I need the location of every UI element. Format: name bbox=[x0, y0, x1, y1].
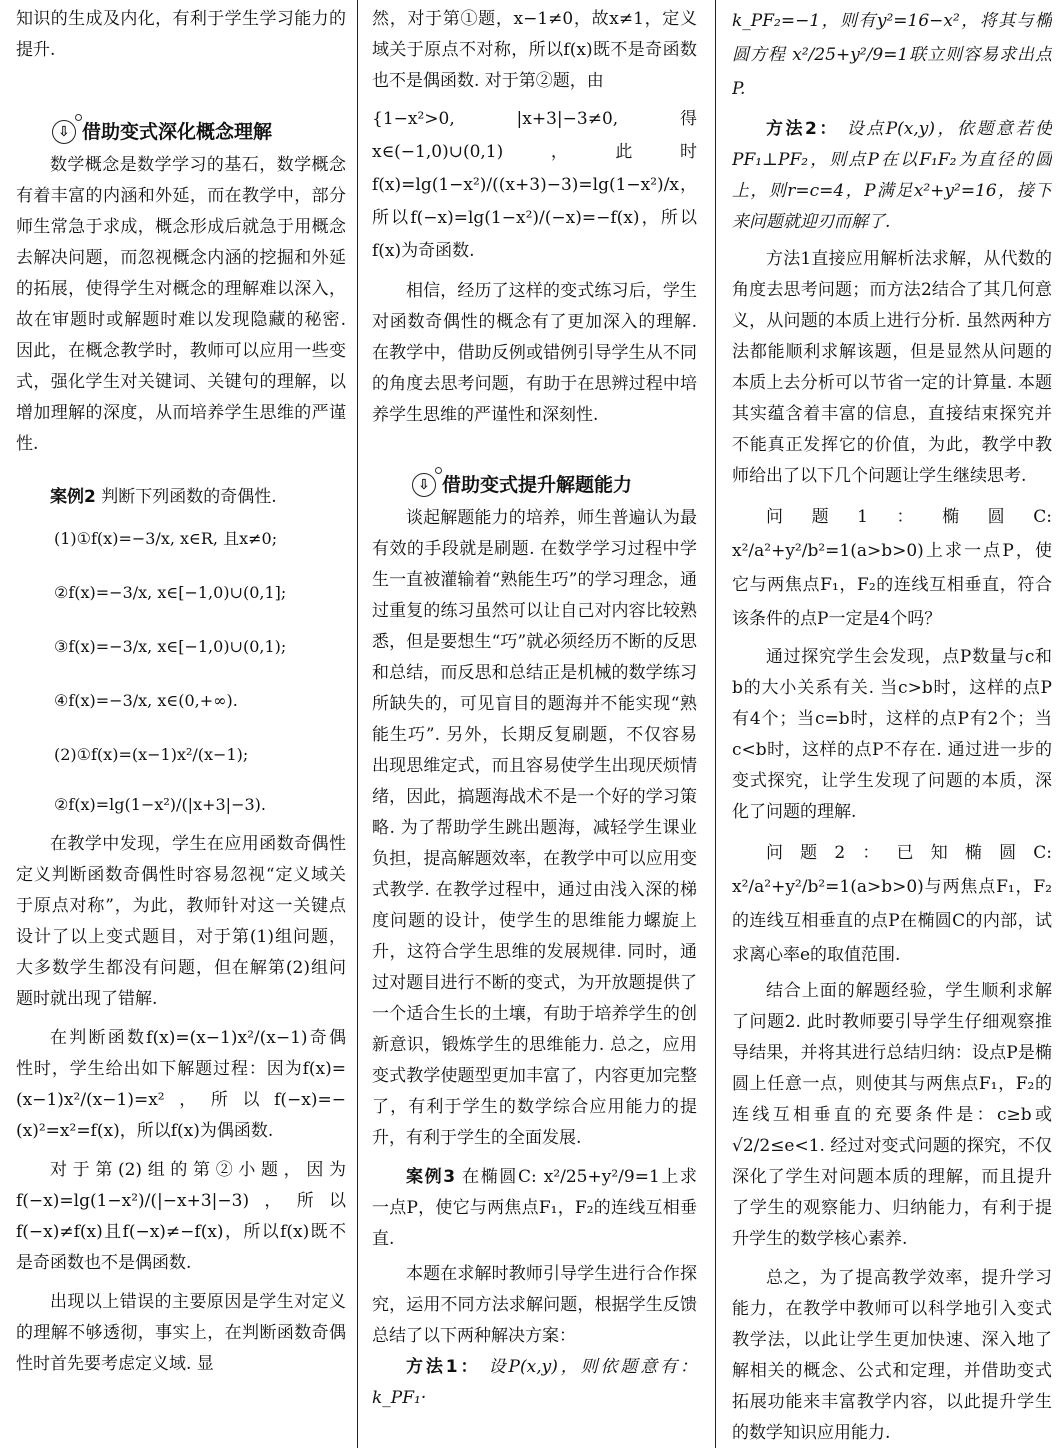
paragraph: 在教学中发现，学生在应用函数奇偶性定义判断函数奇偶性时容易忽视“定义域关于原点对称”，为此，教师针对这一关键点设计了以上变式题目，对于第(1)组问题，大多数学生都没有问题，但在解第(2)组问题时就出现了错解. bbox=[16, 834, 346, 1009]
down-arrow-circle-icon: ⇩ bbox=[52, 120, 76, 144]
paragraph: 数学概念是数学学习的基石，数学概念有着丰富的内涵和外延，而在教学中，部分师生常急于求成，概念形成后就急于用概念去解决问题，而忽视概念内涵的挖掘和外延的拓展，使得学生对概念的理解难以深入，故在审题时或解题时难以发现隐藏的秘密. 因此，在概念教学时，教师可以应用一些变式，强化学生对关键词、关键句的理解，以增加理解的深度，从而培养学生思维的严谨性. bbox=[16, 155, 346, 454]
section-heading-text: 借助变式深化概念理解 bbox=[82, 121, 273, 143]
paragraph: 相信，经历了这样的变式练习后，学生对函数奇偶性的概念有了更加深入的理解. 在教学中，借助反例或错例引导学生从不同的角度去思考问题，有助于在思辨过程中培养学生思维的严谨性和深刻性. bbox=[372, 281, 697, 425]
case-label: 案例2 bbox=[50, 487, 96, 507]
column-divider bbox=[357, 0, 358, 1448]
column-1 bbox=[16, 4, 346, 1448]
formula-line: (1)①f(x)=−3/x, x∈R, 且x≠0; bbox=[54, 529, 278, 548]
column-divider bbox=[715, 0, 716, 1448]
section-heading bbox=[52, 118, 346, 146]
formula-line: (2)①f(x)=(x−1)x²/(x−1); bbox=[54, 745, 249, 764]
case-title bbox=[16, 482, 346, 513]
paragraph: 出现以上错误的主要原因是学生对定义的理解不够透彻，事实上，在判断函数奇偶性时首先要考虑定义域. 显 bbox=[16, 1292, 346, 1374]
section-heading bbox=[412, 471, 697, 499]
paragraph: 方法1直接应用解析法求解，从代数的角度去思考问题；而方法2结合了其几何意义，从问题的本质上进行分析. 虽然两种方法都能顺利求解该题，但是显然从问题的本质上去分析可以节省一定的计算量. 本题其实蕴含着丰富的信息，直接结束探究并不能真正发挥它的价值，为此，教学中教师给出了以下几个问题让学生继续思考. bbox=[732, 249, 1052, 486]
paragraph: 然，对于第①题，x−1≠0，故x≠1，定义域关于原点不对称，所以f(x)既不是奇函数也不是偶函数. 对于第②题，由 bbox=[372, 9, 697, 91]
paragraph: 本题在求解时教师引导学生进行合作探究，运用不同方法求解问题，根据学生反馈总结了以下两种解决方案： bbox=[372, 1264, 697, 1346]
paragraph: 谈起解题能力的培养，师生普遍认为最有效的手段就是刷题. 在数学学习过程中学生一直被灌输着“熟能生巧”的学习理念，通过重复的练习虽然可以让自己对内容比较熟悉，但是要想生“巧”就必须经历不断的反思和总结，而反思和总结正是机械的数学练习所缺失的，可见盲目的题海并不能实现“熟能生巧”. 另外，长期反复刷题，不仅容易出现思维定式，而且容易使学生出现厌烦情绪，因此，搞题海战术不是一个好的学习策略. 为了帮助学生跳出题海，减轻学生课业负担，提高解题效率，在教学中可以应用变式教学. 在教学过程中，通过由浅入深的梯度问题的设计，使学生的思维能力螺旋上升，这符合学生思维的发展规律. 同时，通过对题目进行不断的变式，为开放题提供了一个适合生长的土壤，有助于培养学生的创新意识，锻炼学生的思维能力. 总之，应用变式教学使题型更加丰富了，内容更加完整了，有利于学生的数学综合应用能力的提升，有利于学生的全面发展. bbox=[372, 508, 697, 1148]
down-arrow-circle-icon: ⇩ bbox=[412, 473, 436, 497]
method-1 bbox=[372, 1352, 697, 1414]
column-2 bbox=[372, 4, 697, 1448]
paragraph: k_PF₂=−1，则有y²=16−x²，将其与椭圆方程 x²/25+y²/9=1联立则容易求出点P. bbox=[732, 11, 1052, 99]
formula-line: ③f(x)=−3/x, x∈[−1,0)∪(0,1); bbox=[54, 637, 287, 656]
paragraph: 在判断函数f(x)=(x−1)x²/(x−1)奇偶性时，学生给出如下解题过程：因为f(x)=(x−1)x²/(x−1)=x²，所以f(−x)=−(x)²=x²=f(x)，所以f(x)为偶函数. bbox=[16, 1028, 346, 1141]
method-2 bbox=[732, 114, 1052, 238]
method-text: 设P(x,y)，则依题意有：k_PF₁· bbox=[372, 1357, 697, 1408]
paragraph: 通过探究学生会发现，点P数量与c和b的大小关系有关. 当c>b时，这样的点P有4个；当c=b时，这样的点P有2个；当c<b时，这样的点P不存在. 通过进一步的变式探究，让学生发现了问题的本质，深化了问题的理解. bbox=[732, 647, 1052, 822]
paragraph: 知识的生成及内化，有利于学生学习能力的提升. bbox=[16, 9, 346, 60]
case-label: 案例3 bbox=[406, 1167, 456, 1187]
case-text: 在椭圆C: x²/25+y²/9=1上求一点P，使它与两焦点F₁，F₂的连线互相垂直. bbox=[372, 1167, 697, 1249]
paragraph: 对于第(2)组的第②小题，因为f(−x)=lg(1−x²)/(|−x+3|−3)，所以f(−x)≠f(x)且f(−x)≠−f(x)，所以f(x)既不是奇函数也不是偶函数. bbox=[16, 1160, 346, 1273]
column-3 bbox=[732, 4, 1052, 1448]
method-text: 设点P(x,y)，依题意若使PF₁⊥PF₂，则点P在以F₁F₂为直径的圆上，则r=c=4，P满足x²+y²=16，接下来问题就迎刃而解了. bbox=[732, 119, 1052, 232]
formula-line: ④f(x)=−3/x, x∈(0,+∞). bbox=[54, 691, 238, 710]
case-title bbox=[372, 1162, 697, 1255]
formula-block: {1−x²>0, |x+3|−3≠0, 得x∈(−1,0)∪(0,1)，此时f(x)=lg(1−x²)/((x+3)−3)=lg(1−x²)/x，所以f(−x)=lg(1−x²)/(−x)=−f(x)，所以f(x)为奇函数. bbox=[372, 109, 697, 261]
paragraph: 结合上面的解题经验，学生顺利求解了问题2. 此时教师要引导学生仔细观察推导结果，并将其进行总结归纳：设点P是椭圆上任意一点，则使其与两焦点F₁，F₂的连线互相垂直的充要条件是：c≥b或√2/2≤e<1. 经过对变式问题的探究，不仅深化了学生对问题本质的理解，而且提升了学生的观察能力、归纳能力，有利于提升学生的数学核心素养. bbox=[732, 981, 1052, 1249]
formula-line: ②f(x)=lg(1−x²)/(|x+3|−3). bbox=[54, 795, 266, 814]
question-2: 问题2：已知椭圆C: x²/a²+y²/b²=1(a>b>0)与两焦点F₁，F₂的连线互相垂直的点P在椭圆C的内部，试求离心率e的取值范围. bbox=[732, 843, 1052, 965]
formula-line: ②f(x)=−3/x, x∈[−1,0)∪(0,1]; bbox=[54, 583, 287, 602]
section-heading-text: 借助变式提升解题能力 bbox=[442, 474, 633, 496]
case-text: 判断下列函数的奇偶性. bbox=[101, 487, 277, 507]
method-label: 方法2： bbox=[766, 119, 839, 139]
question-1: 问题1：椭圆C: x²/a²+y²/b²=1(a>b>0)上求一点P，使它与两焦点F₁，F₂的连线互相垂直，符合该条件的点P一定是4个吗？ bbox=[732, 507, 1052, 629]
method-label: 方法1： bbox=[406, 1357, 481, 1377]
paragraph: 总之，为了提高教学效率，提升学习能力，在教学中教师可以科学地引入变式教学法，以此让学生更加快速、深入地了解相关的概念、公式和定理，并借助变式拓展功能来丰富教学内容，以此提升学生的数学知识应用能力. bbox=[732, 1268, 1052, 1443]
